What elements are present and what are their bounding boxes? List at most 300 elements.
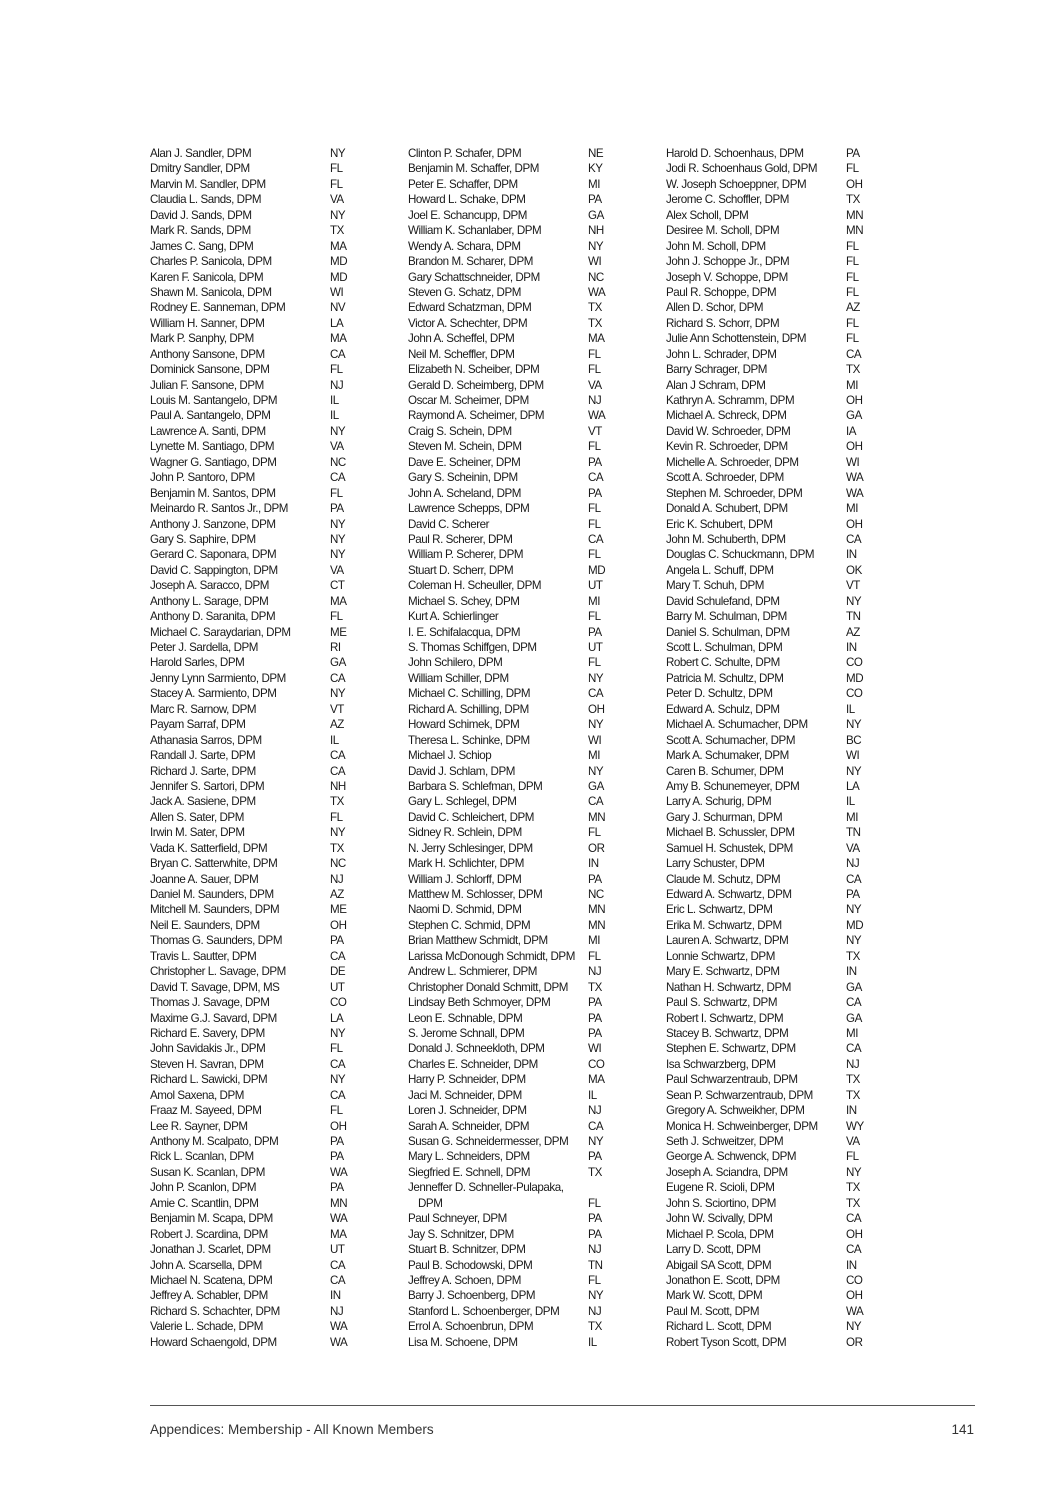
member-state: TX bbox=[330, 795, 344, 809]
member-state: MN bbox=[846, 208, 864, 222]
member-state: VA bbox=[846, 1135, 860, 1148]
member-state: IL bbox=[330, 394, 339, 407]
member-row bbox=[150, 1319, 370, 1334]
member-name: Lee R. Sayner, DPM bbox=[150, 1119, 248, 1133]
member-state: WA bbox=[330, 1165, 348, 1179]
member-row bbox=[150, 208, 370, 223]
member-state: WI bbox=[330, 285, 344, 299]
member-name: Abigail SA Scott, DPM bbox=[666, 1258, 772, 1272]
member-state: NV bbox=[330, 301, 346, 315]
member-row bbox=[408, 825, 628, 840]
member-name: John M. Scholl, DPM bbox=[666, 239, 766, 253]
member-row bbox=[150, 547, 370, 562]
member-state: NY bbox=[588, 1135, 604, 1148]
member-name: Neil E. Saunders, DPM bbox=[150, 918, 260, 932]
member-state: FL bbox=[846, 270, 859, 284]
member-name: Wendy A. Schara, DPM bbox=[408, 239, 521, 253]
member-row bbox=[150, 177, 370, 192]
member-name: Charles P. Sanicola, DPM bbox=[150, 255, 272, 269]
member-name: Larry A. Schurig, DPM bbox=[666, 795, 772, 809]
member-name: Joanne A. Sauer, DPM bbox=[150, 872, 259, 886]
member-name: Robert C. Schulte, DPM bbox=[666, 656, 780, 670]
member-name: Paul A. Santangelo, DPM bbox=[150, 409, 271, 423]
member-state: VT bbox=[846, 579, 860, 593]
member-name: Craig S. Schein, DPM bbox=[408, 424, 512, 438]
member-state: WA bbox=[588, 285, 606, 299]
member-row bbox=[666, 300, 886, 315]
member-row bbox=[150, 856, 370, 871]
member-state: FL bbox=[588, 1196, 601, 1210]
member-state: PA bbox=[588, 625, 602, 639]
member-name: Stephen E. Schwartz, DPM bbox=[666, 1042, 796, 1056]
member-state: MA bbox=[330, 1227, 347, 1241]
member-state: CA bbox=[330, 1057, 346, 1071]
member-state: FL bbox=[846, 1150, 859, 1164]
member-state: OH bbox=[330, 1119, 347, 1133]
member-row bbox=[150, 1227, 370, 1242]
member-row bbox=[666, 547, 886, 562]
member-state: TN bbox=[846, 610, 861, 624]
member-row bbox=[408, 964, 628, 979]
member-row bbox=[408, 1211, 628, 1226]
member-row bbox=[408, 794, 628, 809]
member-state: IN bbox=[846, 1104, 857, 1118]
member-row bbox=[666, 578, 886, 593]
member-state: PA bbox=[588, 1011, 602, 1025]
member-row bbox=[408, 146, 628, 161]
member-name: Jennifer S. Sartori, DPM bbox=[150, 779, 265, 793]
member-name: Paul R. Schoppe, DPM bbox=[666, 285, 777, 299]
member-state: FL bbox=[588, 656, 601, 670]
member-state: WI bbox=[846, 749, 860, 763]
member-state: IN bbox=[846, 965, 857, 979]
member-state: CA bbox=[846, 347, 862, 361]
member-state: CO bbox=[846, 687, 863, 701]
member-row bbox=[408, 1288, 628, 1303]
member-name: Siegfried E. Schnell, DPM bbox=[408, 1165, 531, 1179]
member-name: Michael N. Scatena, DPM bbox=[150, 1273, 273, 1287]
member-name: Loren J. Schneider, DPM bbox=[408, 1104, 527, 1118]
member-name: Jack A. Sasiene, DPM bbox=[150, 795, 256, 809]
member-row bbox=[666, 285, 886, 300]
member-name: Gary J. Schurman, DPM bbox=[666, 810, 783, 824]
member-row bbox=[150, 841, 370, 856]
member-row bbox=[666, 378, 886, 393]
member-row bbox=[666, 872, 886, 887]
member-state: NJ bbox=[588, 1104, 602, 1118]
member-state: NC bbox=[330, 455, 346, 469]
member-state: TX bbox=[846, 1073, 860, 1087]
member-row bbox=[408, 424, 628, 439]
member-row bbox=[408, 300, 628, 315]
member-row bbox=[150, 640, 370, 655]
member-row bbox=[666, 733, 886, 748]
member-row bbox=[666, 532, 886, 547]
member-state: NY bbox=[330, 208, 346, 222]
member-name: Jenneffer D. Schneller-Pulapaka, bbox=[408, 1181, 564, 1195]
member-state: PA bbox=[588, 1150, 602, 1164]
member-name: Gary S. Scheinin, DPM bbox=[408, 471, 518, 485]
member-state: AZ bbox=[846, 301, 860, 315]
member-row bbox=[666, 563, 886, 578]
member-row bbox=[408, 1011, 628, 1026]
member-state: CA bbox=[588, 795, 604, 809]
member-name: Gerard C. Saponara, DPM bbox=[150, 548, 277, 562]
member-state: NC bbox=[588, 270, 604, 284]
member-name: Lynette M. Santiago, DPM bbox=[150, 440, 275, 454]
member-state: TX bbox=[846, 1181, 860, 1195]
member-row bbox=[150, 223, 370, 238]
member-row bbox=[150, 625, 370, 640]
member-state: CA bbox=[330, 1273, 346, 1287]
member-state: AZ bbox=[846, 625, 860, 639]
member-row bbox=[408, 933, 628, 948]
member-row bbox=[666, 1288, 886, 1303]
member-state: WI bbox=[588, 255, 602, 269]
member-row bbox=[150, 439, 370, 454]
member-state: UT bbox=[588, 641, 603, 654]
member-state: WA bbox=[846, 471, 864, 485]
member-name: Larissa McDonough Schmidt, DPM bbox=[408, 949, 575, 963]
member-row bbox=[408, 872, 628, 887]
member-state: DE bbox=[330, 965, 346, 979]
member-row bbox=[408, 393, 628, 408]
member-row bbox=[408, 733, 628, 748]
member-name: Benjamin M. Santos, DPM bbox=[150, 486, 276, 500]
member-name: John Schilero, DPM bbox=[408, 656, 503, 670]
member-row bbox=[150, 563, 370, 578]
member-row bbox=[408, 1304, 628, 1319]
member-row bbox=[150, 424, 370, 439]
member-name: Anthony M. Scalpato, DPM bbox=[150, 1135, 279, 1148]
member-name: Steven M. Schein, DPM bbox=[408, 440, 522, 454]
member-state: TX bbox=[846, 363, 860, 377]
member-state: NY bbox=[330, 517, 346, 531]
member-name: Jeffrey A. Schabler, DPM bbox=[150, 1289, 268, 1303]
member-row bbox=[408, 841, 628, 856]
member-row bbox=[666, 362, 886, 377]
member-state: NJ bbox=[330, 1304, 344, 1318]
member-row bbox=[666, 764, 886, 779]
member-name: Michael S. Schey, DPM bbox=[408, 594, 520, 608]
member-state: FL bbox=[846, 316, 859, 330]
member-name: Eric L. Schwartz, DPM bbox=[666, 903, 773, 917]
member-state: PA bbox=[588, 486, 602, 500]
member-name: Benjamin M. Schaffer, DPM bbox=[408, 162, 539, 176]
member-row bbox=[408, 779, 628, 794]
member-name: Nathan H. Schwartz, DPM bbox=[666, 980, 791, 994]
member-name: Wagner G. Santiago, DPM bbox=[150, 455, 277, 469]
member-state: PA bbox=[588, 996, 602, 1010]
member-state: NY bbox=[846, 594, 862, 608]
member-name: Robert I. Schwartz, DPM bbox=[666, 1011, 784, 1025]
member-name: Kevin R. Schroeder, DPM bbox=[666, 440, 788, 454]
member-row bbox=[150, 192, 370, 207]
member-row bbox=[150, 1258, 370, 1273]
member-state: NJ bbox=[330, 378, 344, 392]
member-name: Mark A. Schumaker, DPM bbox=[666, 749, 789, 763]
member-name: Donald J. Schneekloth, DPM bbox=[408, 1042, 545, 1056]
member-row bbox=[666, 1134, 886, 1149]
member-name: Alan J Schram, DPM bbox=[666, 378, 766, 392]
member-name: Julie Ann Schottenstein, DPM bbox=[666, 332, 807, 346]
member-row bbox=[408, 640, 628, 655]
member-state: MD bbox=[846, 918, 864, 932]
member-row bbox=[666, 254, 886, 269]
member-state: TX bbox=[330, 224, 344, 238]
member-state: WY bbox=[846, 1119, 864, 1133]
member-name: Anthony J. Sanzone, DPM bbox=[150, 517, 276, 531]
member-row bbox=[408, 547, 628, 562]
member-name: Joel E. Schancupp, DPM bbox=[408, 208, 527, 222]
member-name: Bryan C. Satterwhite, DPM bbox=[150, 857, 278, 871]
member-name: James C. Sang, DPM bbox=[150, 239, 254, 253]
member-state: IL bbox=[588, 1088, 597, 1102]
member-row bbox=[666, 655, 886, 670]
member-row bbox=[150, 1011, 370, 1026]
member-row bbox=[150, 1211, 370, 1226]
member-name: Dominick Sansone, DPM bbox=[150, 363, 270, 377]
member-row bbox=[150, 517, 370, 532]
member-row bbox=[666, 1196, 886, 1211]
footer-rule bbox=[150, 1405, 975, 1406]
member-state: OR bbox=[588, 841, 605, 855]
member-state: NJ bbox=[588, 394, 602, 407]
member-row bbox=[150, 1165, 370, 1180]
member-row bbox=[408, 161, 628, 176]
member-state: MN bbox=[846, 224, 864, 238]
member-state: IA bbox=[846, 424, 857, 438]
member-name: Andrew L. Schmierer, DPM bbox=[408, 965, 538, 979]
member-name: Gary Schattschneider, DPM bbox=[408, 270, 540, 284]
member-row bbox=[150, 702, 370, 717]
member-state: GA bbox=[330, 656, 346, 670]
member-name: Benjamin M. Scapa, DPM bbox=[150, 1212, 273, 1226]
member-state: FL bbox=[330, 162, 343, 176]
member-state: PA bbox=[588, 1212, 602, 1226]
member-row bbox=[666, 995, 886, 1010]
member-name: Eugene R. Scioli, DPM bbox=[666, 1181, 775, 1195]
member-row bbox=[666, 1273, 886, 1288]
member-row bbox=[666, 841, 886, 856]
member-state: VA bbox=[588, 378, 602, 392]
member-row bbox=[666, 408, 886, 423]
member-name: David J. Schlam, DPM bbox=[408, 764, 515, 778]
member-name: David C. Schleichert, DPM bbox=[408, 810, 534, 824]
member-row bbox=[666, 671, 886, 686]
member-state: CO bbox=[846, 656, 863, 670]
member-row bbox=[408, 995, 628, 1010]
member-state: TN bbox=[846, 826, 861, 840]
member-name: David C. Scherer bbox=[408, 517, 490, 531]
member-row bbox=[150, 717, 370, 732]
member-row bbox=[408, 702, 628, 717]
member-state: UT bbox=[588, 579, 603, 593]
member-row bbox=[150, 1057, 370, 1072]
member-row bbox=[150, 331, 370, 346]
member-row bbox=[666, 717, 886, 732]
member-state: NY bbox=[330, 1073, 346, 1087]
member-state: VT bbox=[588, 424, 602, 438]
member-name: Gary L. Schlegel, DPM bbox=[408, 795, 517, 809]
member-state: IL bbox=[588, 1335, 597, 1349]
member-row bbox=[408, 331, 628, 346]
member-name: Daniel S. Schulman, DPM bbox=[666, 625, 790, 639]
member-row bbox=[666, 902, 886, 917]
member-row bbox=[666, 177, 886, 192]
member-name: Richard S. Schachter, DPM bbox=[150, 1304, 280, 1318]
member-name: Lindsay Beth Schmoyer, DPM bbox=[408, 996, 551, 1010]
member-state: CA bbox=[588, 471, 604, 485]
member-state: MN bbox=[588, 918, 606, 932]
member-state: PA bbox=[330, 934, 344, 948]
member-state: PA bbox=[330, 1150, 344, 1164]
member-name: Christopher L. Savage, DPM bbox=[150, 965, 286, 979]
member-row bbox=[408, 609, 628, 624]
member-name: Peter E. Schaffer, DPM bbox=[408, 177, 518, 191]
member-row bbox=[666, 748, 886, 763]
member-name: Richard S. Schorr, DPM bbox=[666, 316, 780, 330]
member-name: Stuart D. Scherr, DPM bbox=[408, 563, 514, 577]
member-row bbox=[666, 1149, 886, 1164]
member-name: Julian F. Sansone, DPM bbox=[150, 378, 264, 392]
member-name: David T. Savage, DPM, MS bbox=[150, 980, 280, 994]
member-name: Jodi R. Schoenhaus Gold, DPM bbox=[666, 162, 818, 176]
member-name: Shawn M. Sanicola, DPM bbox=[150, 285, 272, 299]
member-name: Sarah A. Schneider, DPM bbox=[408, 1119, 530, 1133]
member-name: Michael P. Scola, DPM bbox=[666, 1227, 774, 1241]
member-name: Susan G. Schneidermesser, DPM bbox=[408, 1135, 569, 1148]
member-row bbox=[408, 810, 628, 825]
member-state: CA bbox=[330, 764, 346, 778]
member-state: VA bbox=[330, 563, 344, 577]
member-state: CA bbox=[330, 1088, 346, 1102]
member-state: PA bbox=[330, 502, 344, 516]
member-name: Lawrence Schepps, DPM bbox=[408, 502, 530, 516]
member-state: NJ bbox=[588, 1243, 602, 1257]
member-row bbox=[150, 161, 370, 176]
member-row bbox=[666, 1103, 886, 1118]
member-state: OH bbox=[846, 1227, 863, 1241]
member-name: Travis L. Sautter, DPM bbox=[150, 949, 257, 963]
member-row bbox=[666, 239, 886, 254]
member-state: MA bbox=[588, 1073, 605, 1087]
member-state: TX bbox=[588, 301, 602, 315]
member-state: OH bbox=[846, 177, 863, 191]
member-row bbox=[666, 779, 886, 794]
member-state: OH bbox=[846, 517, 863, 531]
member-state: IN bbox=[846, 641, 857, 654]
member-state: GA bbox=[846, 1011, 862, 1025]
member-row bbox=[150, 455, 370, 470]
member-state: PA bbox=[588, 193, 602, 207]
member-state: MD bbox=[330, 255, 348, 269]
member-row bbox=[408, 887, 628, 902]
member-state: IL bbox=[330, 409, 339, 423]
member-name: Marc R. Sarnow, DPM bbox=[150, 702, 257, 716]
member-row bbox=[150, 362, 370, 377]
member-state: OH bbox=[330, 918, 347, 932]
member-name: Louis M. Santangelo, DPM bbox=[150, 394, 278, 407]
member-row bbox=[408, 1103, 628, 1118]
member-state: FL bbox=[330, 1104, 343, 1118]
member-row bbox=[408, 1057, 628, 1072]
member-row bbox=[666, 794, 886, 809]
member-state: CA bbox=[846, 1042, 862, 1056]
member-row bbox=[408, 439, 628, 454]
member-name: Michael C. Saraydarian, DPM bbox=[150, 625, 291, 639]
member-row bbox=[150, 810, 370, 825]
member-state: MI bbox=[846, 378, 858, 392]
member-row bbox=[408, 856, 628, 871]
member-state: NY bbox=[330, 687, 346, 701]
member-state: IN bbox=[588, 857, 599, 871]
member-row bbox=[666, 933, 886, 948]
member-row bbox=[408, 1149, 628, 1164]
member-name: Monica H. Schweinberger, DPM bbox=[666, 1119, 818, 1133]
member-row bbox=[666, 1026, 886, 1041]
member-name: Jonathan J. Scarlet, DPM bbox=[150, 1243, 271, 1257]
member-row bbox=[666, 1180, 886, 1195]
member-state: LA bbox=[330, 316, 344, 330]
member-state: MI bbox=[846, 1026, 858, 1040]
member-state: CA bbox=[846, 1243, 862, 1257]
member-row bbox=[150, 1149, 370, 1164]
member-row bbox=[666, 1088, 886, 1103]
member-name: John A. Scheland, DPM bbox=[408, 486, 521, 500]
member-row bbox=[666, 270, 886, 285]
member-state: MI bbox=[588, 594, 600, 608]
member-name: Meinardo R. Santos Jr., DPM bbox=[150, 502, 288, 516]
member-name: Jeffrey A. Schoen, DPM bbox=[408, 1273, 521, 1287]
member-state: NY bbox=[588, 1289, 604, 1303]
member-state: MD bbox=[588, 563, 606, 577]
member-row bbox=[408, 455, 628, 470]
member-name: Valerie L. Schade, DPM bbox=[150, 1320, 263, 1334]
member-row bbox=[150, 254, 370, 269]
member-state: FL bbox=[330, 486, 343, 500]
member-name: Dmitry Sandler, DPM bbox=[150, 162, 250, 176]
member-name: Paul R. Scherer, DPM bbox=[408, 532, 513, 546]
member-state: CA bbox=[330, 1258, 346, 1272]
member-row bbox=[666, 949, 886, 964]
member-row bbox=[150, 285, 370, 300]
member-row bbox=[150, 1134, 370, 1149]
member-state: FL bbox=[330, 177, 343, 191]
member-row bbox=[150, 949, 370, 964]
member-name: Richard L. Sawicki, DPM bbox=[150, 1073, 268, 1087]
member-name: Naomi D. Schmid, DPM bbox=[408, 903, 522, 917]
member-name: Kathryn A. Schramm, DPM bbox=[666, 394, 795, 407]
member-name: Susan K. Scanlan, DPM bbox=[150, 1165, 265, 1179]
member-state: TX bbox=[588, 1165, 602, 1179]
member-row bbox=[666, 702, 886, 717]
member-row bbox=[666, 964, 886, 979]
member-name: Isa Schwarzberg, DPM bbox=[666, 1057, 776, 1071]
member-row bbox=[408, 1026, 628, 1041]
member-state: TX bbox=[588, 980, 602, 994]
member-row bbox=[666, 640, 886, 655]
member-name: Alan J. Sandler, DPM bbox=[150, 147, 252, 160]
member-state: CA bbox=[330, 949, 346, 963]
member-state: MA bbox=[330, 332, 347, 346]
member-name: Kurt A. Schierlinger bbox=[408, 610, 499, 624]
member-name: Donald A. Schubert, DPM bbox=[666, 502, 788, 516]
member-row bbox=[150, 486, 370, 501]
member-row bbox=[666, 146, 886, 161]
member-row bbox=[408, 316, 628, 331]
member-row bbox=[666, 1011, 886, 1026]
